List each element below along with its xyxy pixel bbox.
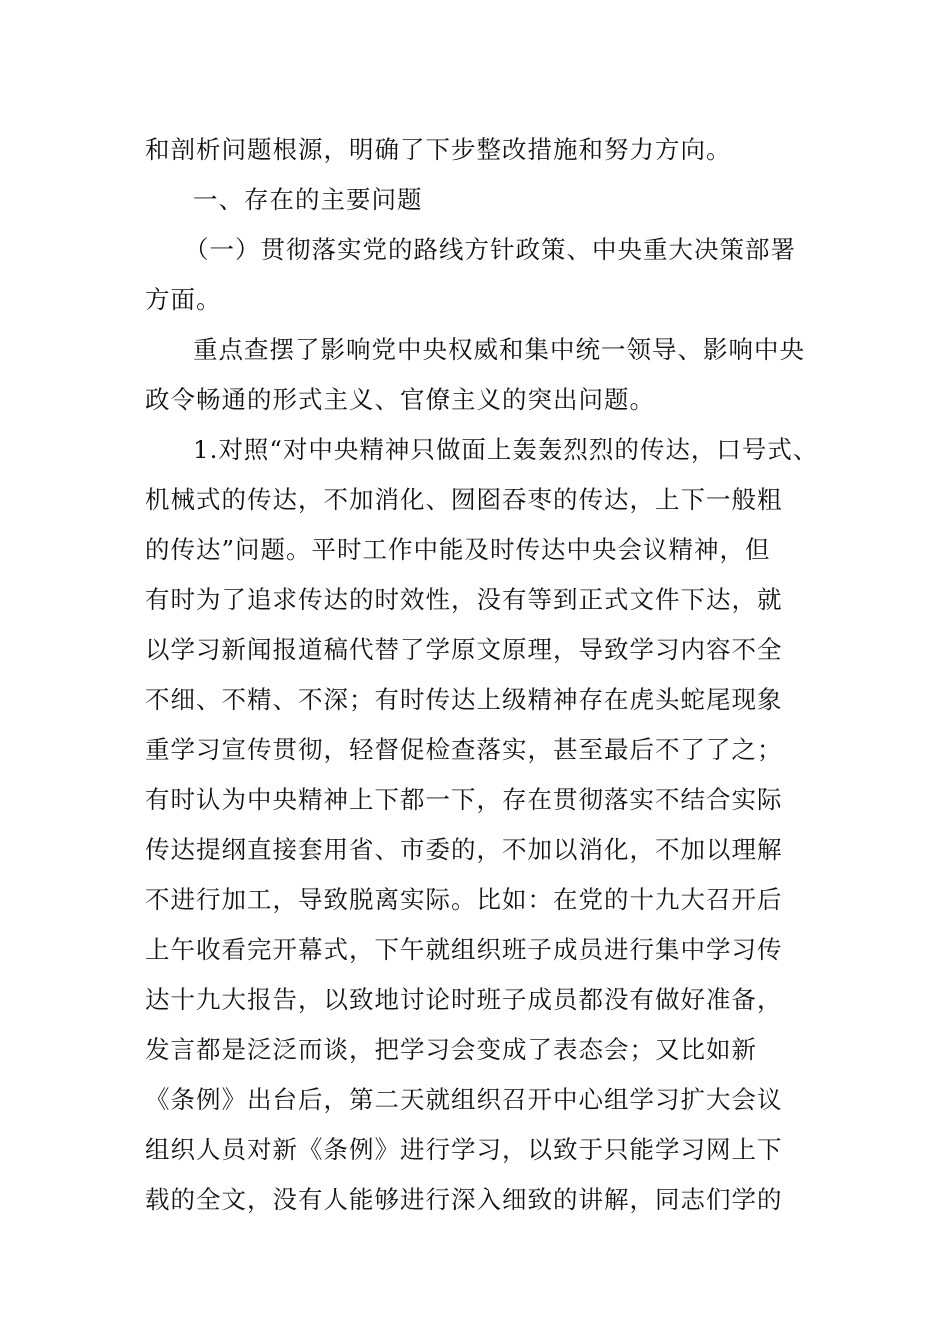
paragraph-line-14: 有时认为中央精神上下都一下，存在贯彻落实不结合实际 bbox=[145, 785, 783, 814]
paragraph-line-18: 达十九大报告，以致地讨论时班子成员都没有做好准备， bbox=[145, 985, 783, 1014]
paragraph-line-6: 政令畅通的形式主义、官僚主义的突出问题。 bbox=[145, 385, 655, 414]
paragraph-line-17: 上午收看完开幕式，下午就组织班子成员进行集中学习传 bbox=[145, 935, 783, 964]
paragraph-line-12: 不细、不精、不深；有时传达上级精神存在虎头蛇尾现象 bbox=[145, 685, 783, 714]
subsection-heading-line-1: （一）贯彻落实党的路线方针政策、中央重大决策部署 bbox=[184, 235, 796, 264]
paragraph-line-5: 重点查摆了影响党中央权威和集中统一领导、影响中央 bbox=[193, 335, 805, 364]
paragraph-line-21: 组织人员对新《条例》进行学习，以致于只能学习网上下 bbox=[145, 1135, 783, 1164]
paragraph-line-1: 和剖析问题根源，明确了下步整改措施和努力方向。 bbox=[145, 135, 732, 164]
paragraph-line-13: 重学习宣传贯彻，轻督促检查落实，甚至最后不了了之； bbox=[145, 735, 783, 764]
subsection-heading-line-2: 方面。 bbox=[145, 285, 222, 314]
section-heading: 一、存在的主要问题 bbox=[193, 185, 423, 214]
paragraph-line-20: 《条例》出台后，第二天就组织召开中心组学习扩大会议 bbox=[145, 1085, 783, 1114]
paragraph-line-19: 发言都是泛泛而谈，把学习会变成了表态会；又比如新 bbox=[145, 1035, 757, 1064]
paragraph-line-15: 传达提纲直接套用省、市委的，不加以消化，不加以理解 bbox=[145, 835, 783, 864]
paragraph-line-16: 不进行加工，导致脱离实际。比如：在党的十九大召开后 bbox=[145, 885, 783, 914]
paragraph-line-11: 以学习新闻报道稿代替了学原文原理，导致学习内容不全 bbox=[145, 635, 783, 664]
paragraph-line-7: 1.对照“对中央精神只做面上轰轰烈烈的传达，口号式、 bbox=[193, 435, 819, 464]
paragraph-line-8: 机械式的传达，不加消化、囫囵吞枣的传达，上下一般粗 bbox=[145, 485, 783, 514]
paragraph-line-10: 有时为了追求传达的时效性，没有等到正式文件下达，就 bbox=[145, 585, 783, 614]
paragraph-line-22: 载的全文，没有人能够进行深入细致的讲解，同志们学的 bbox=[145, 1185, 783, 1214]
paragraph-line-9: 的传达”问题。平时工作中能及时传达中央会议精神，但 bbox=[145, 535, 771, 564]
